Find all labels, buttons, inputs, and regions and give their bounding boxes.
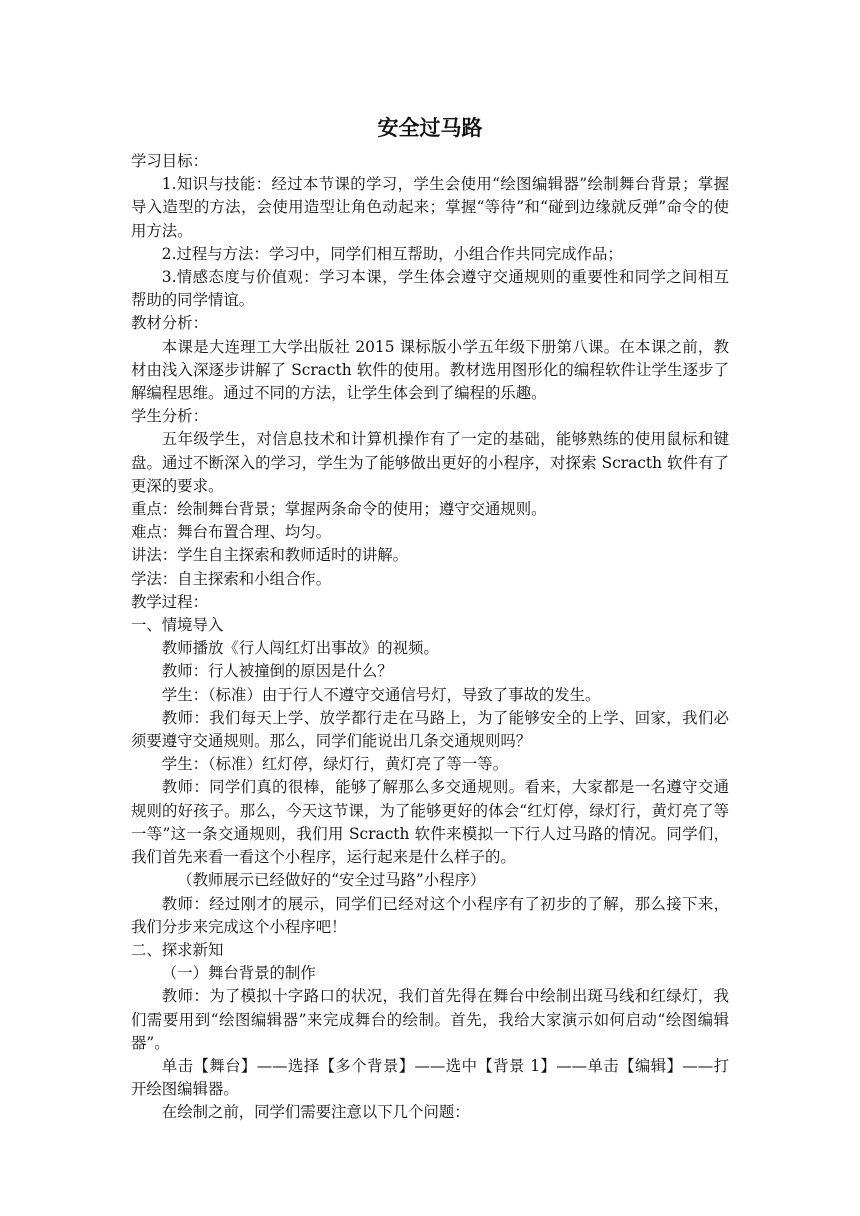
paragraph: （教师展示已经做好的“安全过马路”小程序） (177, 871, 486, 890)
paragraph: （一）舞台背景的制作 (161, 964, 316, 983)
paragraph: 学习目标： (131, 152, 208, 170)
paragraph: 难点：舞台布置合理、均匀。 (131, 523, 332, 542)
paragraph: 学生分析： (131, 407, 208, 426)
paragraph: 教师：为了模拟十字路口的状况，我们首先得在舞台中绘制出斑马线和红绿灯，我们需要用到“绘图编辑器”来完成舞台的绘制。首先，我给大家演示如何启动“绘图编辑器”。 (131, 987, 729, 1052)
paragraph: 二、探求新知 (131, 940, 224, 959)
paragraph: 教材分析： (131, 314, 208, 333)
paragraph: 学生：（标准）由于行人不遵守交通信号灯，导致了事故的发生。 (161, 685, 601, 704)
paragraph: 五年级学生，对信息技术和计算机操作有了一定的基础，能够熟练的使用鼠标和键盘。通过不断深入的学习，学生为了能够做出更好的小程序，对探索 Scracth 软件有了更深的要求。 (131, 430, 729, 495)
paragraph: 教学过程： (131, 592, 208, 611)
paragraph: 学法：自主探索和小组合作。 (131, 569, 332, 588)
paragraph: 单击【舞台】——选择【多个背景】——选中【背景 1】——单击【编辑】——打开绘图编辑器。 (131, 1056, 729, 1099)
paragraph: 2.过程与方法：学习中，同学们相互帮助，小组合作共同完成作品； (161, 244, 623, 263)
document-title: 安全过马路 (377, 115, 483, 140)
paragraph: 重点：绘制舞台背景；掌握两条命令的使用；遵守交通规则。 (131, 500, 547, 519)
paragraph: 教师：经过刚才的展示，同学们已经对这个小程序有了初步的了解，那么接下来，我们分步来完成这个小程序吧！ (131, 894, 729, 936)
paragraph: 讲法：学生自主探索和教师适时的讲解。 (131, 546, 409, 565)
paragraph: 学生：（标准）红灯停，绿灯行，黄灯亮了等一等。 (161, 755, 509, 774)
paragraph: 1.知识与技能：经过本节课的学习，学生会使用“绘图编辑器”绘制舞台背景；掌握导入造型的方法，会使用造型让角色动起来；掌握“等待”和“碰到边缘就反弹”命令的使用方法。 (131, 175, 729, 240)
paragraph: 一、情境导入 (131, 616, 224, 635)
paragraph: 3.情感态度与价值观：学习本课，学生体会遵守交通规则的重要性和同学之间相互帮助的同学情谊。 (131, 268, 729, 310)
paragraph: 教师：同学们真的很棒，能够了解那么多交通规则。看来，大家都是一名遵守交通规则的好孩子。那么，今天这节课，为了能够更好的体会“红灯停，绿灯行，黄灯亮了等一等”这一条交通规则，我们用 Scracth 软件来模拟一下行人过马路的情况。同学们，我们首先来看一看这个小程序，运行起来是什么样子的。 (131, 778, 729, 867)
paragraph: 教师：我们每天上学、放学都行走在马路上，为了能够安全的上学、回家，我们必须要遵守交通规则。那么，同学们能说出几条交通规则吗？ (131, 708, 729, 751)
paragraph: 本课是大连理工大学出版社 2015 课标版小学五年级下册第八课。在本课之前，教材由浅入深逐步讲解了 Scracth 软件的使用。教材选用图形化的编程软件让学生逐步了解编程思维。通过不同的方法，让学生体会到了编程的乐趣。 (131, 337, 729, 403)
paragraph: 教师：行人被撞倒的原因是什么？ (161, 662, 393, 681)
paragraph: 教师播放《行人闯红灯出事故》的视频。 (161, 639, 439, 658)
document-body (131, 150, 729, 1125)
paragraph: 在绘制之前，同学们需要注意以下几个问题： (161, 1103, 470, 1122)
